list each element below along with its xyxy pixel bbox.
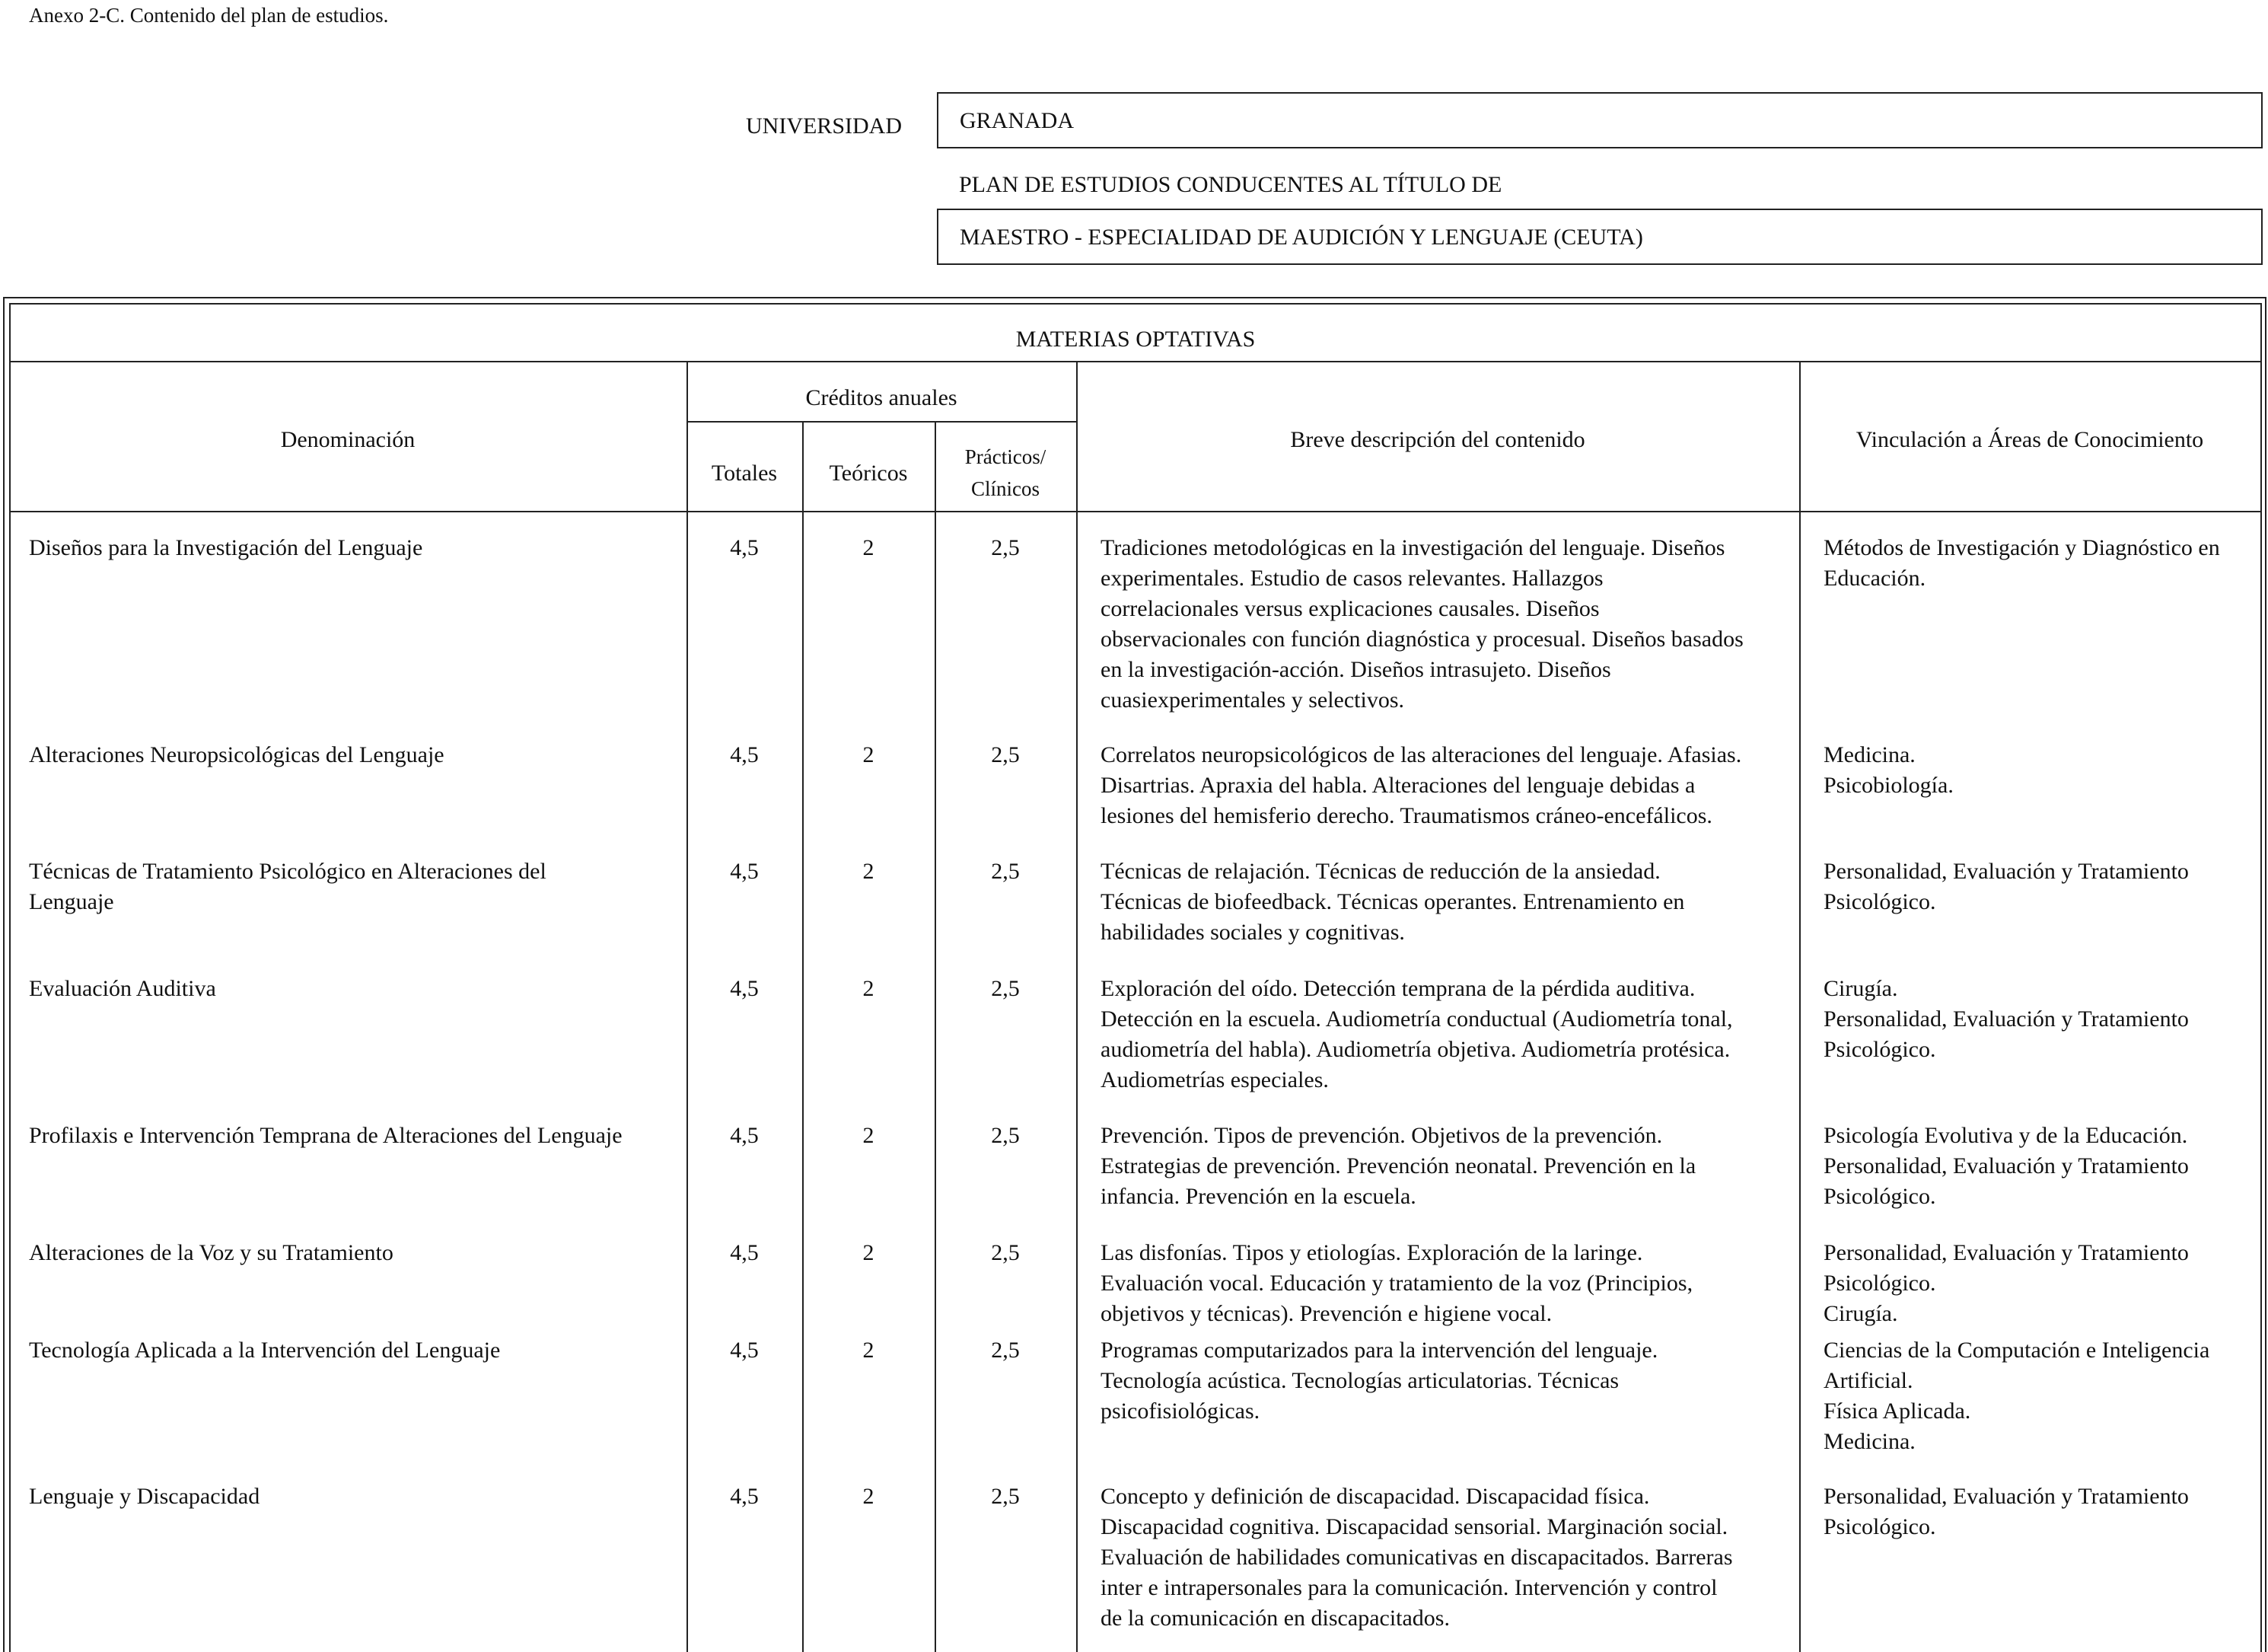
row-name: Alteraciones de la Voz y su Tratamiento — [29, 1240, 393, 1265]
col-divider-practice — [1076, 362, 1078, 1652]
row-description-line: Discapacidad cognitiva. Discapacidad sensorial. Marginación social. — [1101, 1514, 1728, 1539]
row-description-line: Correlatos neuropsicológicos de las alteraciones del lenguaje. Afasias. — [1101, 742, 1742, 767]
row-practice-credits: 2,5 — [991, 976, 1020, 1001]
row-area-line: Psicológico. — [1824, 1184, 1936, 1209]
header-credits: Créditos anuales — [805, 385, 957, 410]
row-area-line: Psicológico. — [1824, 1271, 1936, 1296]
row-total-credits: 4,5 — [730, 859, 759, 884]
header-description: Breve descripción del contenido — [1290, 427, 1585, 452]
row-name: Lenguaje y Discapacidad — [29, 1484, 260, 1509]
row-theory-credits: 2 — [862, 976, 874, 1001]
row-theory-credits: 2 — [862, 859, 874, 884]
row-description-line: psicofisiológicas. — [1101, 1398, 1260, 1424]
credits-divider — [686, 421, 1076, 423]
row-name: Tecnología Aplicada a la Intervención del Lenguaje — [29, 1338, 501, 1363]
university-label: UNIVERSIDAD — [746, 113, 902, 139]
row-theory-credits: 2 — [862, 535, 874, 560]
row-description-line: Audiometrías especiales. — [1101, 1067, 1329, 1092]
row-name: Diseños para la Investigación del Lenguaje — [29, 535, 423, 560]
row-description-line: Tecnología acústica. Tecnologías articulatorias. Técnicas — [1101, 1368, 1620, 1393]
row-area-line: Psicología Evolutiva y de la Educación. — [1824, 1123, 2188, 1148]
row-area-line: Psicológico. — [1824, 889, 1936, 914]
row-description-line: Las disfonías. Tipos y etiologías. Exploración de la laringe. — [1101, 1240, 1643, 1265]
row-name: Técnicas de Tratamiento Psicológico en Alteraciones del — [29, 859, 546, 884]
row-description-line: observacionales con función diagnóstica y procesual. Diseños basados — [1101, 627, 1744, 652]
row-area-line: Psicológico. — [1824, 1037, 1936, 1062]
header-total: Totales — [711, 461, 778, 486]
row-description-line: correlacionales versus explicaciones causales. Diseños — [1101, 596, 1600, 621]
row-theory-credits: 2 — [862, 742, 874, 767]
degree-title-box — [937, 209, 2263, 265]
row-description-line: de la comunicación en discapacitados. — [1101, 1606, 1450, 1631]
row-description-line: experimentales. Estudio de casos relevantes. Hallazgos — [1101, 566, 1604, 591]
row-practice-credits: 2,5 — [991, 742, 1020, 767]
row-practice-credits: 2,5 — [991, 1240, 1020, 1265]
row-area-line: Personalidad, Evaluación y Tratamiento — [1824, 1006, 2189, 1032]
row-area-line: Medicina. — [1824, 742, 1916, 767]
header-areas: Vinculación a Áreas de Conocimiento — [1855, 427, 2204, 452]
row-name: Profilaxis e Intervención Temprana de Alteraciones del Lenguaje — [29, 1123, 623, 1148]
row-practice-credits: 2,5 — [991, 1484, 1020, 1509]
header-theory: Teóricos — [829, 461, 908, 486]
row-name: Lenguaje — [29, 889, 114, 914]
row-description-line: Exploración del oído. Detección temprana de la pérdida auditiva. — [1101, 976, 1696, 1001]
row-name: Evaluación Auditiva — [29, 976, 216, 1001]
table-caption: MATERIAS OPTATIVAS — [1015, 327, 1256, 352]
row-total-credits: 4,5 — [730, 1484, 759, 1509]
university-box — [937, 92, 2263, 148]
row-description-line: Técnicas de biofeedback. Técnicas operantes. Entrenamiento en — [1101, 889, 1685, 914]
col-divider-description — [1799, 362, 1801, 1652]
header-practice-line2: Clínicos — [970, 477, 1040, 500]
row-area-line: Personalidad, Evaluación y Tratamiento — [1824, 1153, 2189, 1178]
row-description-line: Prevención. Tipos de prevención. Objetivos de la prevención. — [1101, 1123, 1663, 1148]
row-total-credits: 4,5 — [730, 742, 759, 767]
header-name: Denominación — [280, 427, 416, 452]
row-area-line: Métodos de Investigación y Diagnóstico en — [1824, 535, 2220, 560]
row-practice-credits: 2,5 — [991, 1123, 1020, 1148]
row-area-line: Psicológico. — [1824, 1514, 1936, 1539]
row-total-credits: 4,5 — [730, 1123, 759, 1148]
row-description-line: audiometría del habla). Audiometría objetiva. Audiometría protésica. — [1101, 1037, 1731, 1062]
row-theory-credits: 2 — [862, 1123, 874, 1148]
row-description-line: cuasiexperimentales y selectivos. — [1101, 687, 1405, 713]
row-area-line: Física Aplicada. — [1824, 1398, 1971, 1424]
row-description-line: en la investigación-acción. Diseños intrasujeto. Diseños — [1101, 657, 1611, 682]
caption-divider — [9, 361, 2262, 362]
row-area-line: Ciencias de la Computación e Inteligencia — [1824, 1338, 2210, 1363]
row-area-line: Personalidad, Evaluación y Tratamiento — [1824, 859, 2189, 884]
degree-title: MAESTRO - ESPECIALIDAD DE AUDICIÓN Y LENGUAJE (CEUTA) — [960, 225, 1643, 250]
row-area-line: Medicina. — [1824, 1429, 1916, 1454]
title-lead: PLAN DE ESTUDIOS CONDUCENTES AL TÍTULO DE — [959, 172, 1502, 197]
row-description-line: habilidades sociales y cognitivas. — [1101, 920, 1405, 945]
row-total-credits: 4,5 — [730, 1338, 759, 1363]
row-description-line: infancia. Prevención en la escuela. — [1101, 1184, 1416, 1209]
row-description-line: Disartrias. Apraxia del habla. Alteraciones del lenguaje debidas a — [1101, 773, 1696, 798]
row-area-line: Artificial. — [1824, 1368, 1913, 1393]
row-name: Alteraciones Neuropsicológicas del Lenguaje — [29, 742, 444, 767]
row-description-line: Técnicas de relajación. Técnicas de reducción de la ansiedad. — [1101, 859, 1661, 884]
row-area-line: Psicobiología. — [1824, 773, 1954, 798]
row-description-line: Programas computarizados para la intervención del lenguaje. — [1101, 1338, 1658, 1363]
row-description-line: lesiones del hemisferio derecho. Traumatismos cráneo-encefálicos. — [1101, 803, 1712, 828]
row-description-line: objetivos y técnicas). Prevención e higiene vocal. — [1101, 1301, 1553, 1326]
row-description-line: Tradiciones metodológicas en la investigación del lenguaje. Diseños — [1101, 535, 1725, 560]
row-theory-credits: 2 — [862, 1484, 874, 1509]
row-area-line: Educación. — [1824, 566, 1926, 591]
row-practice-credits: 2,5 — [991, 1338, 1020, 1363]
header-practice-line1: Prácticos/ — [964, 445, 1046, 468]
header-divider — [9, 511, 2262, 512]
row-total-credits: 4,5 — [730, 1240, 759, 1265]
row-description-line: Evaluación vocal. Educación y tratamiento de la voz (Principios, — [1101, 1271, 1693, 1296]
col-divider-theory — [935, 423, 936, 1652]
row-description-line: Estrategias de prevención. Prevención neonatal. Prevención en la — [1101, 1153, 1696, 1178]
row-practice-credits: 2,5 — [991, 535, 1020, 560]
row-area-line: Cirugía. — [1824, 1301, 1898, 1326]
row-area-line: Personalidad, Evaluación y Tratamiento — [1824, 1240, 2189, 1265]
row-area-line: Personalidad, Evaluación y Tratamiento — [1824, 1484, 2189, 1509]
row-description-line: Evaluación de habilidades comunicativas en discapacitados. Barreras — [1101, 1545, 1733, 1570]
university-value: GRANADA — [960, 108, 1074, 133]
row-practice-credits: 2,5 — [991, 859, 1020, 884]
row-theory-credits: 2 — [862, 1338, 874, 1363]
col-divider-total — [802, 423, 804, 1652]
row-total-credits: 4,5 — [730, 976, 759, 1001]
annex-caption: Anexo 2-C. Contenido del plan de estudios. — [29, 4, 389, 27]
row-description-line: Detección en la escuela. Audiometría conductual (Audiometría tonal, — [1101, 1006, 1733, 1032]
row-description-line: inter e intrapersonales para la comunicación. Intervención y control — [1101, 1575, 1718, 1600]
row-area-line: Cirugía. — [1824, 976, 1898, 1001]
row-total-credits: 4,5 — [730, 535, 759, 560]
row-theory-credits: 2 — [862, 1240, 874, 1265]
row-description-line: Concepto y definición de discapacidad. Discapacidad física. — [1101, 1484, 1650, 1509]
